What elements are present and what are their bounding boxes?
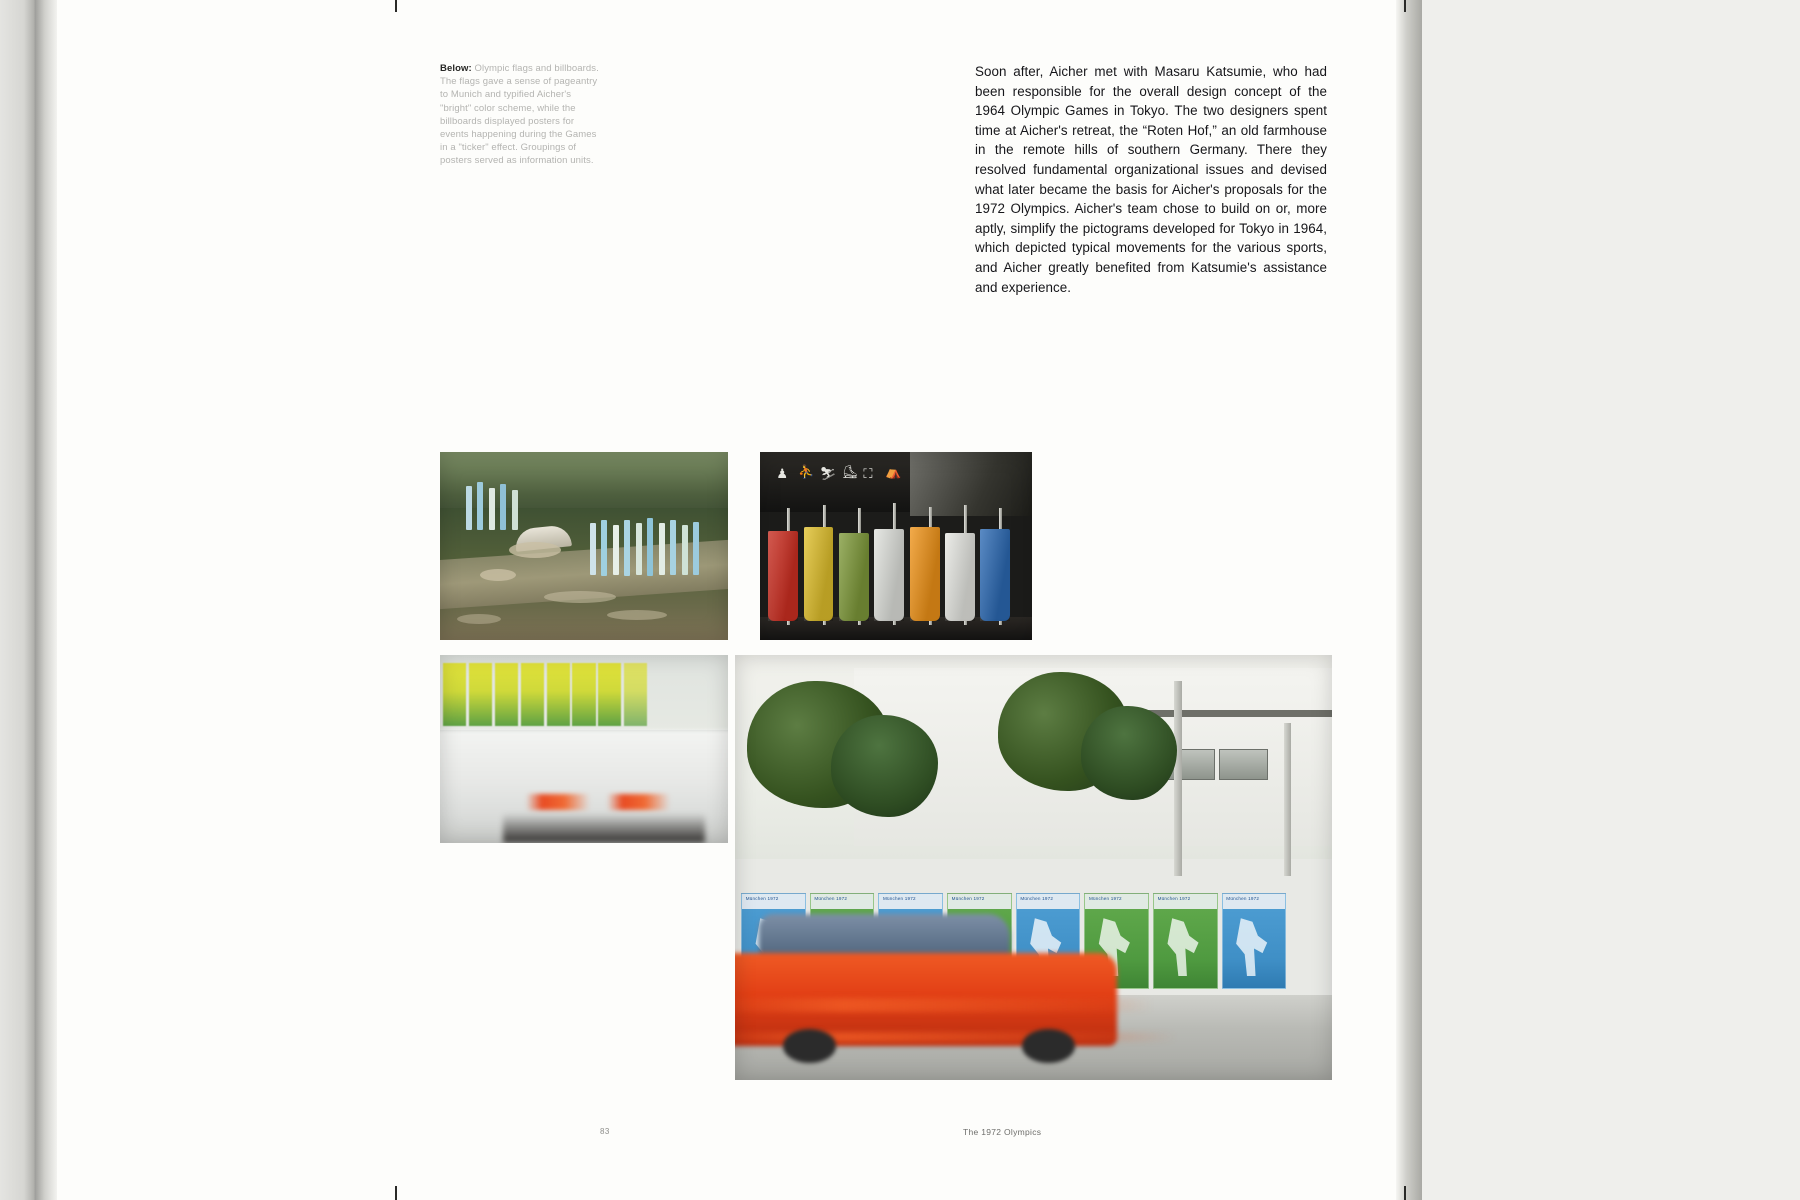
scan-right-margin bbox=[1422, 0, 1800, 1200]
banner-white bbox=[945, 533, 975, 621]
car-wheel bbox=[783, 1029, 837, 1063]
poster-panel bbox=[624, 663, 647, 727]
flag bbox=[693, 522, 699, 575]
running-head: The 1972 Olympics bbox=[963, 1127, 1042, 1137]
tree bbox=[831, 715, 938, 817]
olympic-poster bbox=[1222, 893, 1287, 989]
poster-label: München 1972 bbox=[1020, 895, 1054, 901]
building-window bbox=[1219, 749, 1269, 781]
aerial-flags-photo bbox=[440, 452, 728, 640]
poster-panel bbox=[547, 663, 570, 727]
colored-flags-photo bbox=[760, 452, 1032, 640]
body-paragraph bbox=[975, 62, 1327, 297]
flag bbox=[624, 520, 630, 576]
poster-figure bbox=[1165, 918, 1204, 976]
flag bbox=[670, 520, 676, 575]
poster-panel bbox=[469, 663, 492, 727]
poster-label: München 1972 bbox=[951, 895, 985, 901]
poster-post bbox=[1251, 988, 1256, 989]
flag bbox=[613, 525, 619, 575]
building-pillar bbox=[1284, 723, 1291, 876]
poster-panel bbox=[598, 663, 621, 727]
tree bbox=[1081, 706, 1177, 800]
body-paragraph-text: Soon after, Aicher met with Masaru Katsumie, who had been responsible for the overall design concept of the 1964 Olympic Games in Tokyo. The two designers spent time at Aicher's retreat, the “Roten Hof,” an old farmhouse in the remote hills of southern Germany. There they resolved fundamental organizational issues and devised what later became the basis for Aicher's proposals for the 1972 Olympics. Aicher's team chose to build on or, more aptly, simplify the pictograms developed for Tokyo in 1964, which depicted typical movements for the various sports, and Aicher greatly benefited from Katsumie's assistance and experience. bbox=[975, 64, 1327, 295]
car-taillight-streak bbox=[607, 794, 670, 810]
poster-label: München 1972 bbox=[814, 895, 848, 901]
flag bbox=[512, 490, 518, 530]
pictogram-icon: ⛷ bbox=[819, 466, 837, 482]
poster-label: München 1972 bbox=[745, 895, 779, 901]
pictogram-icon: ⛺ bbox=[885, 464, 902, 480]
flag bbox=[601, 520, 607, 576]
caption-text: Olympic flags and billboards. The flags gave a sense of pageantry to Munich and typified Aicher's "bright" color scheme, while the billboards displayed posters for events happening during the Games in a "ticker" effect. Groupings of posters served as information units. bbox=[440, 63, 599, 167]
banner-blue bbox=[980, 529, 1010, 621]
poster-panel bbox=[521, 663, 544, 727]
poster-figure bbox=[1234, 918, 1273, 976]
crowd-cluster bbox=[480, 569, 516, 581]
flag bbox=[647, 518, 653, 576]
poster-label: München 1972 bbox=[1226, 895, 1260, 901]
road-shadow bbox=[503, 813, 705, 843]
banner-white bbox=[874, 529, 904, 621]
banner-red bbox=[768, 531, 798, 621]
olympic-poster bbox=[1153, 893, 1218, 989]
street-billboards-photo bbox=[735, 655, 1332, 1080]
car-motion-streak bbox=[735, 998, 1153, 1012]
flag bbox=[477, 482, 483, 530]
flag bbox=[659, 523, 665, 575]
pictogram-icon: ⛶ bbox=[863, 466, 873, 482]
flag bbox=[500, 484, 506, 530]
crop-mark-bottom-right bbox=[1404, 1186, 1406, 1200]
banner-yellow bbox=[804, 527, 834, 621]
flag bbox=[590, 523, 596, 575]
pictogram-icon: ⛹ bbox=[798, 464, 815, 480]
pictogram-icon: ♟ bbox=[776, 466, 788, 482]
poster-panel bbox=[443, 663, 466, 727]
flag bbox=[636, 523, 642, 575]
poster-panel bbox=[572, 663, 595, 727]
poster-label: München 1972 bbox=[1157, 895, 1191, 901]
blurred-car-posters-photo bbox=[440, 655, 728, 843]
crowd-cluster bbox=[607, 610, 667, 620]
caption-lead: Below: bbox=[440, 63, 472, 74]
scan-left-margin bbox=[0, 0, 40, 1200]
page-number: 83 bbox=[600, 1127, 610, 1136]
crop-mark-top-left bbox=[395, 0, 397, 12]
crop-mark-bottom-left bbox=[395, 1186, 397, 1200]
page-edge-right bbox=[1396, 0, 1422, 1200]
banner-orange bbox=[910, 527, 940, 621]
car-wheel bbox=[1022, 1029, 1076, 1063]
poster-post bbox=[1183, 988, 1188, 989]
car-taillight-streak bbox=[526, 794, 589, 810]
crop-mark-top-right bbox=[1404, 0, 1406, 12]
poster-label: München 1972 bbox=[1088, 895, 1122, 901]
poster-panel bbox=[495, 663, 518, 727]
crowd-cluster bbox=[544, 591, 616, 603]
banner-green bbox=[839, 533, 869, 621]
pictogram-icon: ⛸ bbox=[841, 464, 859, 480]
crowd-cluster bbox=[457, 614, 501, 624]
book-gutter-shadow bbox=[35, 0, 57, 1200]
poster-label: München 1972 bbox=[883, 895, 916, 901]
flag bbox=[682, 525, 688, 575]
flag bbox=[489, 488, 495, 530]
flag bbox=[466, 486, 472, 530]
building-pillar bbox=[1174, 681, 1182, 877]
figure-caption bbox=[440, 62, 600, 168]
